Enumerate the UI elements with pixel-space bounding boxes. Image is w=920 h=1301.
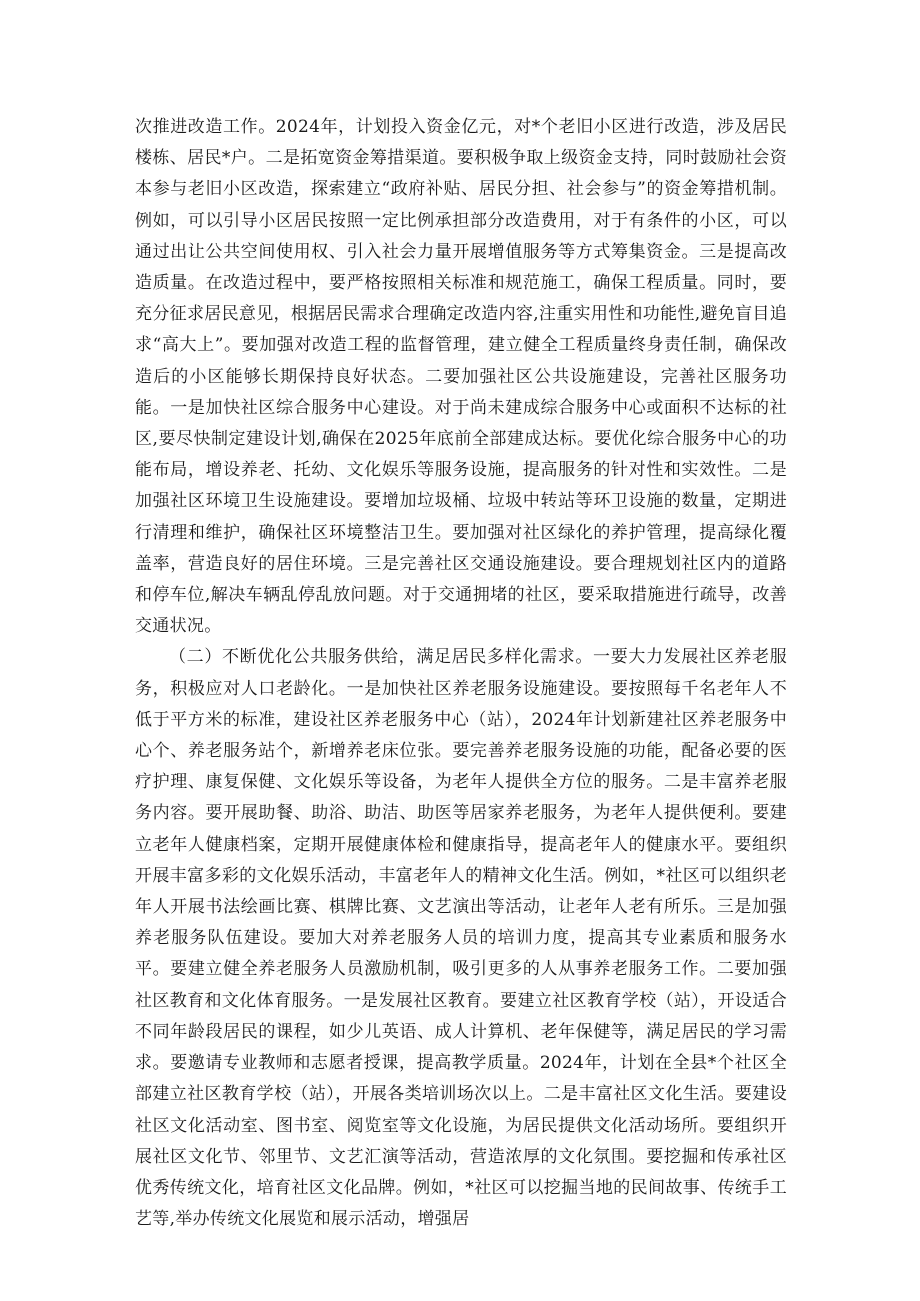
paragraph-1: 次推进改造工作。2024年，计划投入资金亿元，对*个老旧小区进行改造，涉及居民楼栋、居民*户。二是拓宽资金筹措渠道。要积极争取上级资金支持，同时鼓励社会资本参与老旧小区改造，探索建立“政府补贴、居民分担、社会参与”的资金筹措机制。例如，可以引导小区居民按照一定比例承担部分改造费用，对于有条件的小区，可以通过出让公共空间使用权、引入社会力量开展增值服务等方式筹集资金。三是提高改造质量。在改造过程中，要严格按照相关标准和规范施工，确保工程质量。同时，要充分征求居民意见，根据居民需求合理确定改造内容,注重实用性和功能性,避免盲目追求“高大上”。要加强对改造工程的监督管理，建立健全工程质量终身责任制，确保改造后的小区能够长期保持良好状态。二要加强社区公共设施建设，完善社区服务功能。一是加快社区综合服务中心建设。对于尚未建成综合服务中心或面积不达标的社区,要尽快制定建设计划,确保在2025年底前全部建成达标。要优化综合服务中心的功能布局，增设养老、托幼、文化娱乐等服务设施，提高服务的针对性和实效性。二是加强社区环境卫生设施建设。要增加垃圾桶、垃圾中转站等环卫设施的数量，定期进行清理和维护，确保社区环境整洁卫生。要加强对社区绿化的养护管理，提高绿化覆盖率，营造良好的居住环境。三是完善社区交通设施建设。要合理规划社区内的道路和停车位,解决车辆乱停乱放问题。对于交通拥堵的社区，要采取措施进行疏导，改善交通状况。 bbox=[135, 117, 787, 637]
body-text bbox=[135, 112, 787, 1235]
paragraph-2: （二）不断优化公共服务供给，满足居民多样化需求。一要大力发展社区养老服务，积极应对人口老龄化。一是加快社区养老服务设施建设。要按照每千名老年人不低于平方米的标准，建设社区养老服务中心（站），2024年计划新建社区养老服务中心个、养老服务站个，新增养老床位张。要完善养老服务设施的功能，配备必要的医疗护理、康复保健、文化娱乐等设备，为老年人提供全方位的服务。二是丰富养老服务内容。要开展助餐、助浴、助洁、助医等居家养老服务，为老年人提供便利。要建立老年人健康档案，定期开展健康体检和健康指导，提高老年人的健康水平。要组织开展丰富多彩的文化娱乐活动，丰富老年人的精神文化生活。例如，*社区可以组织老年人开展书法绘画比赛、棋牌比赛、文艺演出等活动，让老年人老有所乐。三是加强养老服务队伍建设。要加大对养老服务人员的培训力度，提高其专业素质和服务水平。要建立健全养老服务人员激励机制，吸引更多的人从事养老服务工作。二要加强社区教育和文化体育服务。一是发展社区教育。要建立社区教育学校（站），开设适合不同年龄段居民的课程，如少儿英语、成人计算机、老年保健等，满足居民的学习需求。要邀请专业教师和志愿者授课，提高教学质量。2024年，计划在全县*个社区全部建立社区教育学校（站），开展各类培训场次以上。二是丰富社区文化生活。要建设社区文化活动室、图书室、阅览室等文化设施，为居民提供文化活动场所。要组织开展社区文化节、邻里节、文艺汇演等活动，营造浓厚的文化氛围。要挖掘和传承社区优秀传统文化，培育社区文化品牌。例如，*社区可以挖掘当地的民间故事、传统手工艺等,举办传统文化展览和展示活动，增强居 bbox=[135, 647, 787, 1230]
